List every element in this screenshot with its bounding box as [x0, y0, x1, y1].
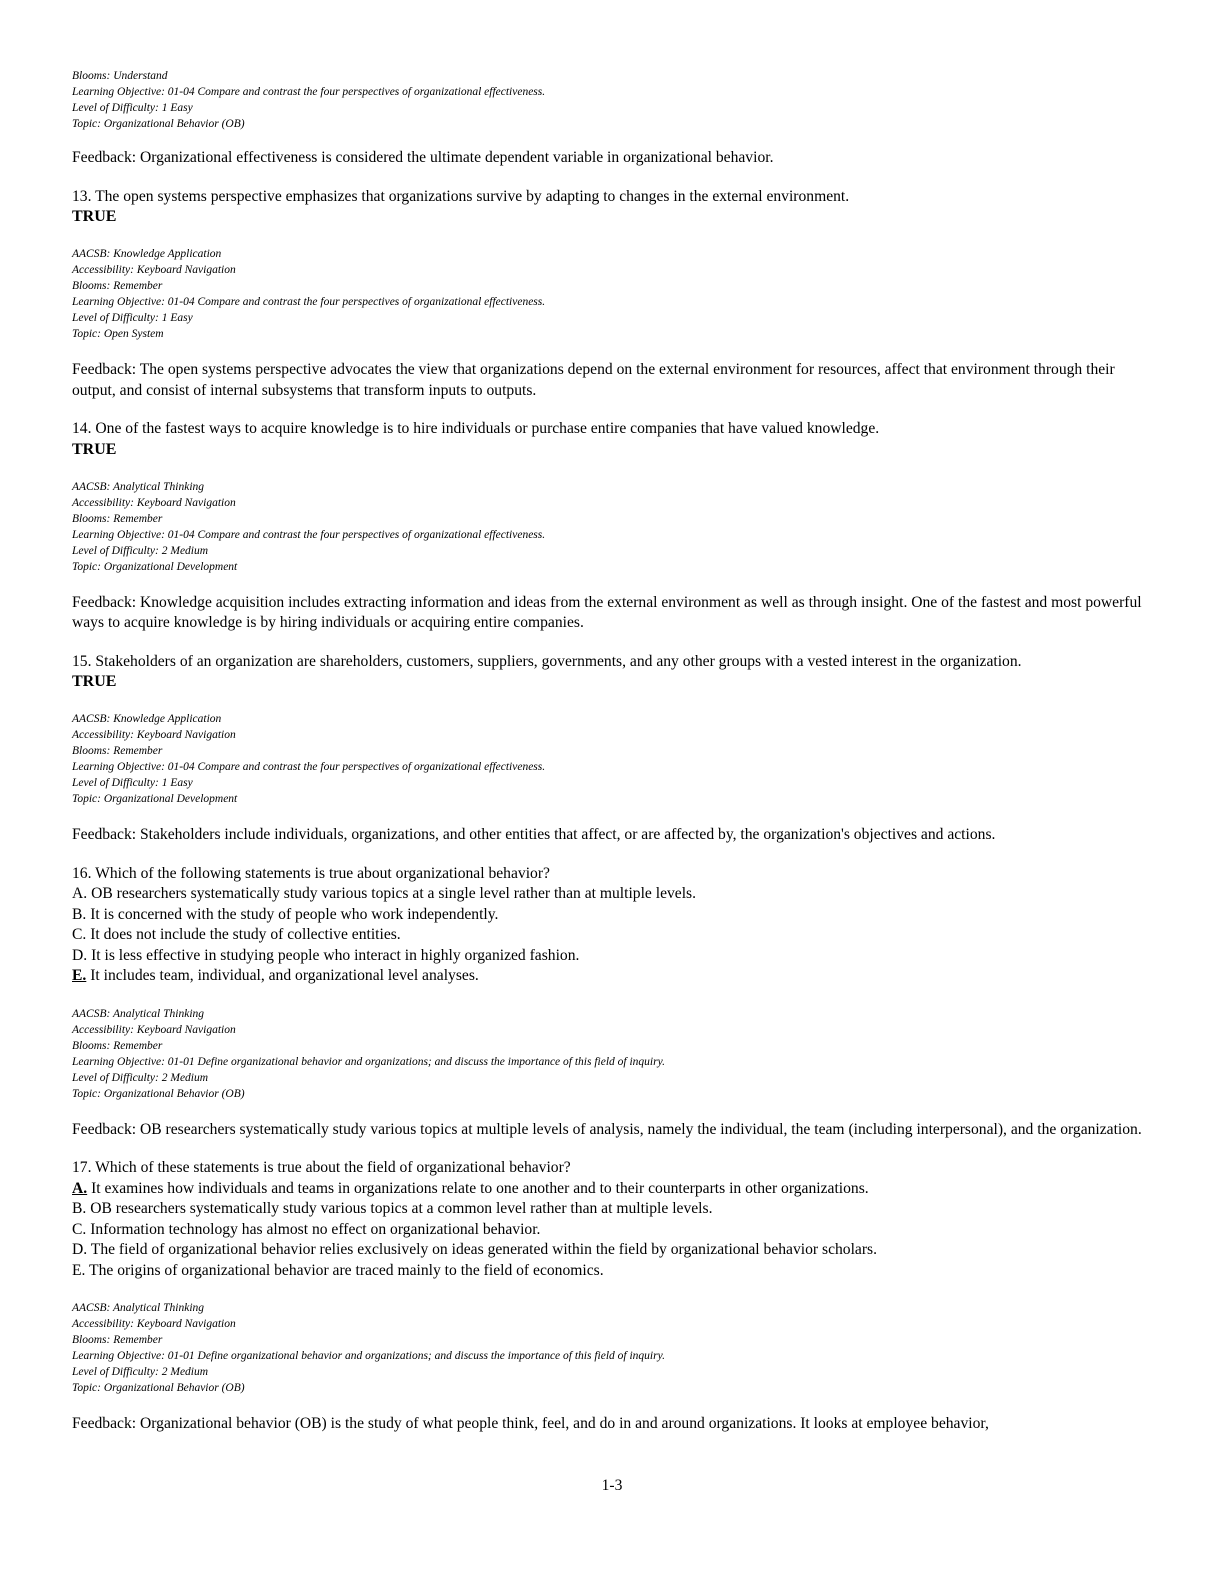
- meta-line: Learning Objective: 01-01 Define organizational behavior and organizations; and discuss the importance of this field of inquiry.: [72, 1055, 665, 1068]
- question-15: [72, 652, 1162, 693]
- option-text: It does not include the study of collective entities.: [86, 926, 401, 943]
- meta-line: Learning Objective: 01-04 Compare and contrast the four perspectives of organizational effectiveness.: [72, 528, 546, 541]
- option-letter: C.: [72, 1220, 87, 1238]
- meta-line: Blooms: Remember: [72, 745, 163, 757]
- question-16-option-b: [72, 905, 1162, 926]
- top-feedback: Feedback: Organizational effectiveness is considered the ultimate dependent variable in organizational behavior.: [72, 149, 774, 166]
- meta-line: Accessibility: Keyboard Navigation: [72, 729, 236, 741]
- option-letter: E.: [72, 1261, 86, 1279]
- meta-line: Learning Objective: 01-01 Define organizational behavior and organizations; and discuss the importance of this field of inquiry.: [72, 1350, 665, 1362]
- option-letter: D.: [72, 946, 88, 964]
- question-17-option-d: [72, 1240, 1162, 1261]
- meta-line: Accessibility: Keyboard Navigation: [72, 1023, 236, 1036]
- question-15-feedback: Feedback: Stakeholders include individuals, organizations, and other entities that affect, or are affected by, the organization's objectives and actions.: [72, 826, 996, 843]
- option-text: The field of organizational behavior relies exclusively on ideas generated within the field by organizational behavior scholars.: [87, 1241, 877, 1258]
- question-13-text: 13. The open systems perspective emphasizes that organizations survive by adapting to changes in the external environment.: [72, 187, 850, 205]
- option-text: The origins of organizational behavior are traced mainly to the field of economics.: [85, 1261, 604, 1279]
- question-17-metadata: [72, 1300, 1162, 1396]
- meta-line: Blooms: Understand: [72, 70, 168, 82]
- meta-line: Level of Difficulty: 2 Medium: [72, 1071, 209, 1084]
- meta-line: Level of Difficulty: 1 Easy: [72, 102, 193, 114]
- question-14-answer: TRUE: [72, 440, 117, 458]
- meta-line: AACSB: Analytical Thinking: [72, 480, 205, 493]
- question-17-option-e: [72, 1261, 1162, 1282]
- question-17-feedback: Feedback: Organizational behavior (OB) is the study of what people think, feel, and do in and around organizations. It looks at employee behavior,: [72, 1415, 989, 1432]
- question-17-option-a-correct: [72, 1179, 1162, 1200]
- meta-line: Blooms: Remember: [72, 1334, 163, 1346]
- question-15-answer: TRUE: [72, 673, 117, 690]
- question-16-metadata: [72, 1006, 1162, 1102]
- option-text: OB researchers systematically study various topics at a single level rather than at multiple levels.: [87, 885, 697, 902]
- question-15-text: 15. Stakeholders of an organization are shareholders, customers, suppliers, governments, and any other groups with a vested interest in the organization.: [72, 652, 1022, 670]
- meta-line: Topic: Open System: [72, 328, 164, 340]
- option-text: It includes team, individual, and organizational level analyses.: [86, 967, 479, 984]
- question-17-text: 17. Which of these statements is true about the field of organizational behavior?: [72, 1159, 571, 1176]
- page-number: 1-3: [601, 1477, 623, 1494]
- question-13-answer: TRUE: [72, 208, 117, 225]
- meta-line: Level of Difficulty: 2 Medium: [72, 544, 209, 557]
- option-text: It examines how individuals and teams in organizations relate to one another and to their counterparts in other organizations.: [87, 1179, 869, 1197]
- correct-option-letter: E.: [72, 967, 87, 984]
- meta-line: Topic: Organizational Development: [72, 793, 238, 805]
- option-text: It is concerned with the study of people who work independently.: [86, 905, 499, 923]
- question-14-feedback: Feedback: Knowledge acquisition includes extracting information and ideas from the external environment as well as through insight. One of the fastest and most powerful ways to acquire knowledge is by hiring individuals or acquiring entire companies.: [72, 593, 1142, 631]
- meta-line: AACSB: Analytical Thinking: [72, 1302, 205, 1314]
- option-letter: A.: [72, 885, 88, 902]
- meta-line: Level of Difficulty: 1 Easy: [72, 777, 193, 789]
- question-16-text: 16. Which of the following statements is true about organizational behavior?: [72, 864, 550, 882]
- question-16-option-a: [72, 884, 1162, 905]
- option-text: OB researchers systematically study various topics at a common level rather than at multiple levels.: [86, 1200, 713, 1217]
- option-letter: B.: [72, 1200, 87, 1217]
- top-metadata: [72, 68, 1162, 132]
- question-16-option-e-correct: [72, 966, 1162, 987]
- question-17-option-b: [72, 1199, 1162, 1220]
- document-page: [72, 68, 1162, 1435]
- meta-line: Learning Objective: 01-04 Compare and contrast the four perspectives of organizational effectiveness.: [72, 761, 546, 773]
- question-15-metadata: [72, 711, 1162, 807]
- meta-line: Blooms: Remember: [72, 512, 163, 525]
- meta-line: Topic: Organizational Behavior (OB): [72, 1382, 245, 1394]
- question-13-feedback: Feedback: The open systems perspective advocates the view that organizations depend on the external environment for resources, affect that environment through their output, and consist of internal subsystems that transform inputs to outputs.: [72, 361, 1115, 399]
- meta-line: Accessibility: Keyboard Navigation: [72, 1318, 236, 1330]
- option-letter: C.: [72, 926, 87, 943]
- meta-line: AACSB: Knowledge Application: [72, 713, 222, 725]
- meta-line: Topic: Organizational Development: [72, 560, 238, 573]
- question-17-option-c: [72, 1220, 1162, 1241]
- option-text: It is less effective in studying people who interact in highly organized fashion.: [87, 946, 580, 964]
- meta-line: Accessibility: Keyboard Navigation: [72, 264, 236, 276]
- correct-option-letter: A.: [72, 1179, 88, 1197]
- question-13-metadata: [72, 246, 1162, 342]
- option-letter: D.: [72, 1241, 88, 1258]
- meta-line: Blooms: Remember: [72, 1039, 163, 1052]
- meta-line: AACSB: Knowledge Application: [72, 248, 222, 260]
- meta-line: Topic: Organizational Behavior (OB): [72, 1087, 245, 1100]
- meta-line: Learning Objective: 01-04 Compare and contrast the four perspectives of organizational effectiveness.: [72, 86, 546, 98]
- meta-line: Learning Objective: 01-04 Compare and contrast the four perspectives of organizational effectiveness.: [72, 296, 546, 308]
- meta-line: Level of Difficulty: 1 Easy: [72, 312, 193, 324]
- question-16-option-c: [72, 925, 1162, 946]
- question-14: [72, 419, 1162, 460]
- question-16-option-d: [72, 946, 1162, 967]
- meta-line: Level of Difficulty: 2 Medium: [72, 1366, 209, 1378]
- question-13: [72, 187, 1162, 228]
- question-17: [72, 1158, 1162, 1281]
- option-letter: B.: [72, 905, 87, 923]
- meta-line: Accessibility: Keyboard Navigation: [72, 496, 236, 509]
- meta-line: Topic: Organizational Behavior (OB): [72, 118, 245, 130]
- question-14-text: 14. One of the fastest ways to acquire knowledge is to hire individuals or purchase entire companies that have valued knowledge.: [72, 420, 880, 437]
- question-16: [72, 864, 1162, 987]
- option-text: Information technology has almost no effect on organizational behavior.: [86, 1220, 541, 1238]
- meta-line: AACSB: Analytical Thinking: [72, 1007, 205, 1020]
- meta-line: Blooms: Remember: [72, 280, 163, 292]
- question-14-metadata: [72, 479, 1162, 575]
- question-16-feedback: Feedback: OB researchers systematically study various topics at multiple levels of analysis, namely the individual, the team (including interpersonal), and the organization.: [72, 1120, 1142, 1138]
